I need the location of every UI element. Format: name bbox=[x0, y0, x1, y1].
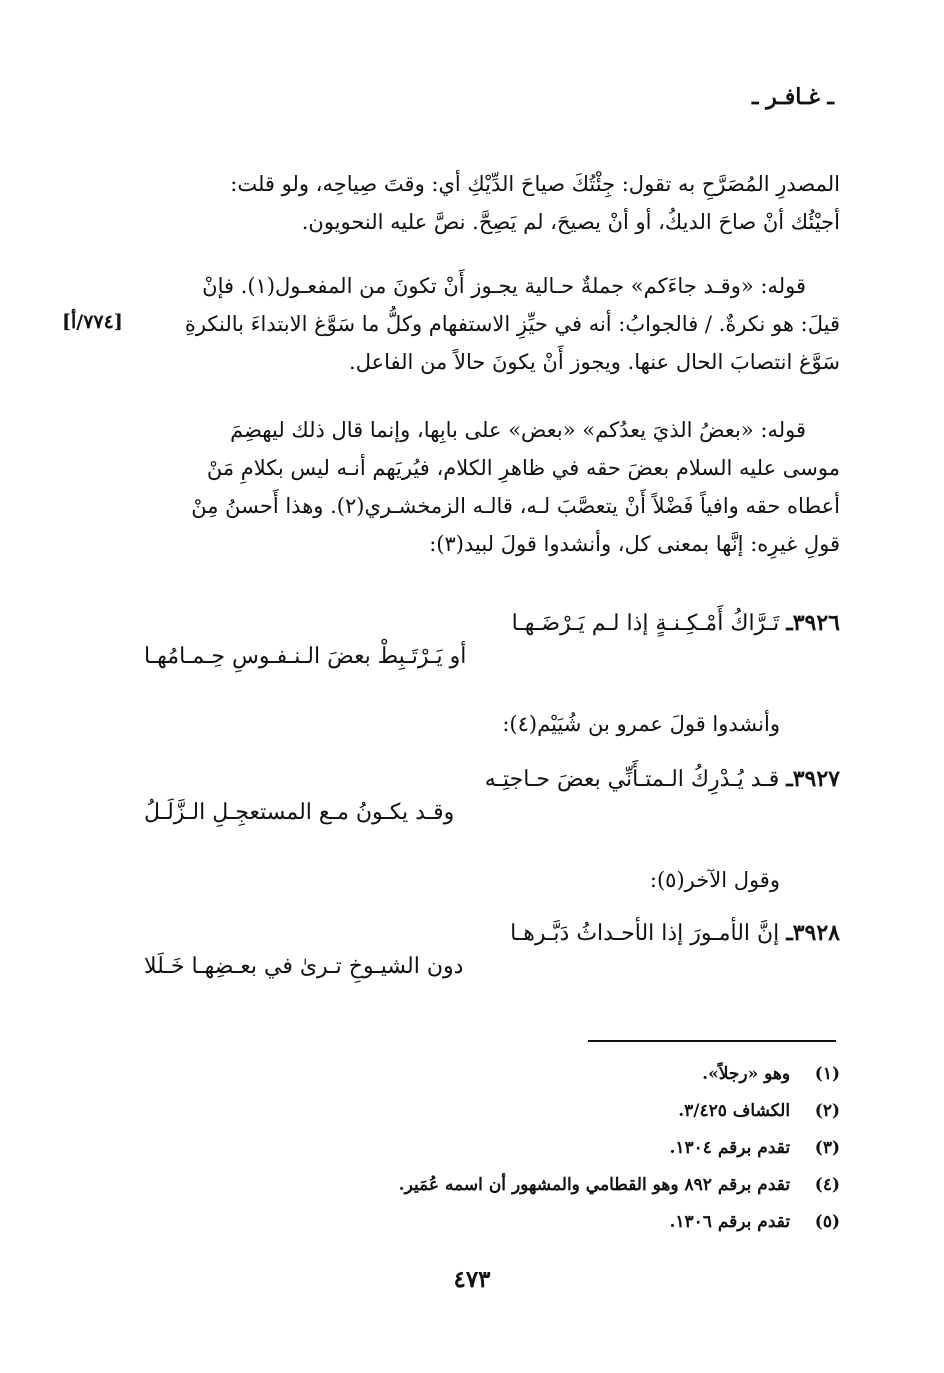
footnote-number: (٢) bbox=[814, 1101, 840, 1121]
footnote-number: (٥) bbox=[814, 1212, 840, 1232]
text-line: قوله: «بعضُ الذيَ يعدُكم» «بعض» على بابِها، وإنما قال ذلك ليهضِمَ bbox=[230, 418, 806, 442]
footnote bbox=[140, 1204, 840, 1241]
paragraph-1 bbox=[140, 166, 840, 242]
verse-3926 bbox=[140, 610, 840, 669]
verse-intro: وقول الآخر(٥): bbox=[649, 868, 780, 892]
text-line: سَوَّغ انتصابَ الحال عنها. ويجوز أَنْ يكونَ حالاً من الفاعل. bbox=[349, 350, 840, 374]
verse-3927 bbox=[140, 766, 840, 825]
verse-hemistich-2: أو يَـرْتَـبِطْ بعضَ الـنـفـوسِ حِـمـامُهـا bbox=[144, 644, 467, 669]
hemistich-text: تَـرَّاكُ أَمْـكِـنـةٍ إذا لـم يَـرْضَـهـا bbox=[511, 611, 780, 636]
footnote bbox=[140, 1130, 840, 1167]
paragraph-2 bbox=[140, 268, 840, 382]
footnote bbox=[140, 1167, 840, 1204]
text-line: أجيْئُك أنْ صاحَ الديكُ، أو أنْ يصيحَ، لم يَصِحَّ. نصَّ عليه النحويون. bbox=[301, 210, 840, 234]
text-line: موسى عليه السلام بعضَ حقه في ظاهرِ الكلام، فيُريَهم أنـه ليس بكلامِ مَنْ bbox=[206, 456, 840, 480]
verse-hemistich-1 bbox=[140, 610, 840, 636]
verse-hemistich-2: دون الشيـوخِ تـرىٰ في بعـضِهـا خَـلَلا bbox=[144, 954, 464, 979]
page-number: ٤٧٣ bbox=[453, 1266, 491, 1293]
footnote-number: (٣) bbox=[814, 1138, 840, 1158]
footnote-number: (٤) bbox=[814, 1175, 840, 1195]
footnote bbox=[140, 1093, 840, 1130]
footnote-rule bbox=[588, 1040, 836, 1042]
verse-number: ٣٩٢٦ـ bbox=[786, 610, 840, 636]
verse-number: ٣٩٢٧ـ bbox=[786, 766, 840, 792]
footnotes bbox=[140, 1056, 840, 1241]
footnote-text: تقدم برقم ٨٩٢ وهو القطامي والمشهور أن اسمه عُمَير. bbox=[398, 1175, 791, 1195]
verse-3928 bbox=[140, 920, 840, 979]
footnote-text: وهو «رجلاً». bbox=[702, 1064, 791, 1084]
text-line: أعطاه حقه وافياً فَضْلاً أَنْ يتعصَّبَ لـه، قالـه الزمخشـري(٢). وهذا أَحسنُ مِنْ bbox=[191, 494, 840, 518]
hemistich-text: قـد يُـدْرِكُ الـمتـأَنِّي بعضَ حـاجتِـه bbox=[484, 767, 780, 792]
text-line: قوله: «وقـد جاءَكم» جملةٌ حـالية يجـوز أَنْ تكونَ من المفعـول(١). فإنْ bbox=[202, 274, 806, 298]
verse-intro: وأنشدوا قولَ عمرو بن شُيَيْم(٤): bbox=[502, 712, 780, 736]
manuscript-folio-ref: [٧٧٤/أ] bbox=[62, 311, 123, 333]
verse-hemistich-1 bbox=[140, 920, 840, 946]
footnote-text: تقدم برقم ١٣٠٤. bbox=[669, 1138, 791, 1158]
text-line: المصدرِ المُصَرَّحِ به تقول: جِئْتُكَ صياحَ الدِّيْكِ أي: وقتَ صِياحِه، ولو قلت: bbox=[230, 172, 840, 196]
footnote-text: تقدم برقم ١٣٠٦. bbox=[669, 1212, 791, 1232]
running-header: ـ غـافـر ـ bbox=[752, 84, 834, 110]
footnote bbox=[140, 1056, 840, 1093]
footnote-number: (١) bbox=[814, 1064, 840, 1084]
verse-hemistich-2: وقـد يكـونُ مـع المستعجِـلِ الـزَّلَـلُ bbox=[144, 800, 455, 825]
paragraph-3 bbox=[140, 412, 840, 564]
hemistich-text: إنَّ الأمـورَ إذا الأحـداثُ دَبَّـرهـا bbox=[510, 921, 780, 946]
text-line: قيلَ: هو نكرةٌ. / فالجوابُ: أنه في حيِّزِ الاستفهام وكلُّ ما سَوَّغ الابتداءَ بالنكرةِ bbox=[184, 312, 840, 336]
verse-hemistich-1 bbox=[140, 766, 840, 792]
text-line: قولِ غيرِه: إنَّها بمعنى كل، وأنشدوا قولَ لبيد(٣): bbox=[429, 532, 840, 556]
verse-number: ٣٩٢٨ـ bbox=[786, 920, 840, 946]
footnote-text: الكشاف ٣/٤٢٥. bbox=[678, 1101, 791, 1121]
